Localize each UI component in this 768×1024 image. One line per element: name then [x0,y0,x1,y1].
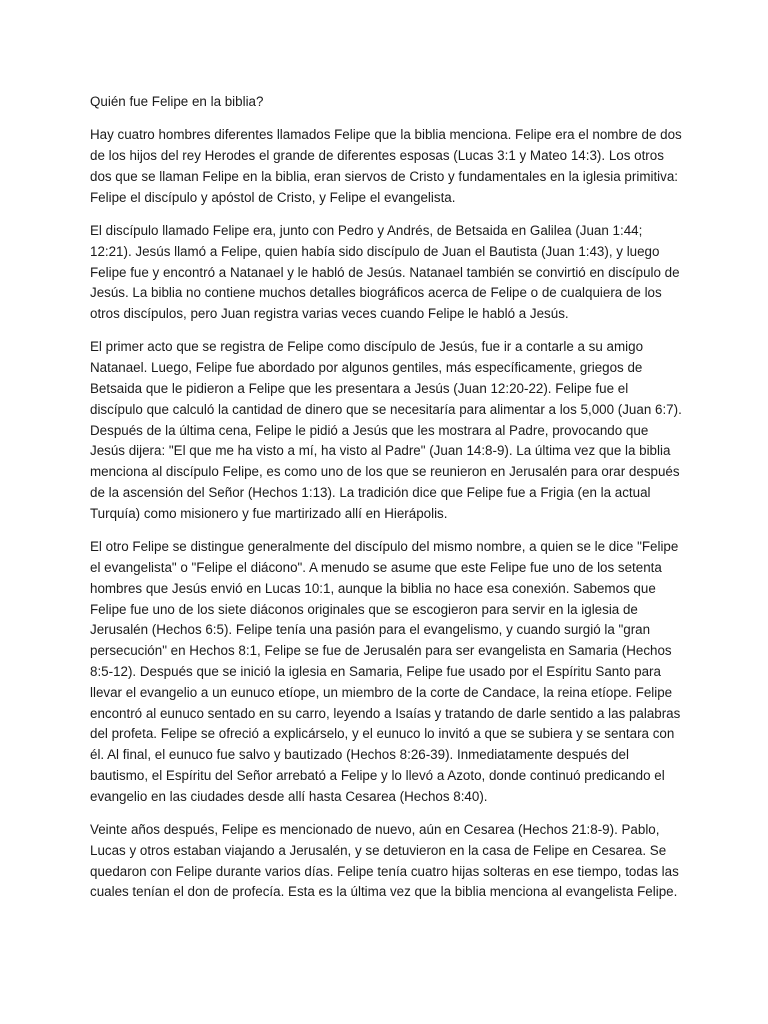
document-title: Quién fue Felipe en la biblia? [90,94,264,109]
paragraph-later-years: Veinte años después, Felipe es mencionado de nuevo, aún en Cesarea (Hechos 21:8-9). Pablo, Lucas y otros estaban viajando a Jerusalén, y se detuvieron en la casa de Felipe en Cesarea. Se quedaron con Felipe durante varios días. Felipe tenía cuatro hijas solteras en ese tiempo, todas las cuales tenían el don de profecía. Esta es la última vez que la biblia menciona al evangelista Felipe. [90,822,679,900]
document-page [90,92,682,916]
paragraph-disciple: El discípulo llamado Felipe era, junto con Pedro y Andrés, de Betsaida en Galilea (Juan 1:44; 12:21). Jesús llamó a Felipe, quien había sido discípulo de Juan el Bautista (Juan 1:43), y luego Felipe fue y encontró a Natanael y le habló de Jesús. Natanael también se convirtió en discípulo de Jesús. La biblia no contiene muchos detalles biográficos acerca de Felipe o de cualquiera de los otros discípulos, pero Juan registra varias veces cuando Felipe le habló a Jesús. [90,222,680,322]
paragraph-intro: Hay cuatro hombres diferentes llamados Felipe que la biblia menciona. Felipe era el nombre de dos de los hijos del rey Herodes el grande de diferentes esposas (Lucas 3:1 y Mateo 14:3). Los otros dos que se llaman Felipe en la biblia, eran siervos de Cristo y fundamentales en la iglesia primitiva: Felipe el discípulo y apóstol de Cristo, y Felipe el evangelista. [90,127,682,205]
paragraph-first-act: El primer acto que se registra de Felipe como discípulo de Jesús, fue ir a contarle a su amigo Natanael. Luego, Felipe fue abordado por algunos gentiles, más específicamente, griegos de Betsaida que le pidieron a Felipe que les presentara a Jesús (Juan 12:20-22). Felipe fue el discípulo que calculó la cantidad de dinero que se necesitaría para alimentar a los 5,000 (Juan 6:7). Después de la última cena, Felipe le pidió a Jesús que les mostrara al Padre, provocando que Jesús dijera: "El que me ha visto a mí, ha visto al Padre" (Juan 14:8-9). La última vez que la biblia menciona al discípulo Felipe, es como uno de los que se reunieron en Jerusalén para orar después de la ascensión del Señor (Hechos 1:13). La tradición dice que Felipe fue a Frigia (en la actual Turquía) como misionero y fue martirizado allí en Hierápolis. [90,339,682,521]
paragraph-evangelist: El otro Felipe se distingue generalmente del discípulo del mismo nombre, a quien se le dice "Felipe el evangelista" o "Felipe el diácono". A menudo se asume que este Felipe fue uno de los setenta hombres que Jesús envió en Lucas 10:1, aunque la biblia no hace esa conexión. Sabemos que Felipe fue uno de los siete diáconos originales que se escogieron para servir en la iglesia de Jerusalén (Hechos 6:5). Felipe tenía una pasión para el evangelismo, y cuando surgió la "gran persecución" en Hechos 8:1, Felipe se fue de Jerusalén para ser evangelista en Samaria (Hechos 8:5-12). Después que se inició la iglesia en Samaria, Felipe fue usado por el Espíritu Santo para llevar el evangelio a un eunuco etíope, un miembro de la corte de Candace, la reina etíope. Felipe encontró al eunuco sentado en su carro, leyendo a Isaías y tratando de darle sentido a las palabras del profeta. Felipe se ofreció a explicárselo, y el eunuco lo invitó a que se subiera y se sentara con él. Al final, el eunuco fue salvo y bautizado (Hechos 8:26-39). Inmediatamente después del bautismo, el Espíritu del Señor arrebató a Felipe y lo llevó a Azoto, donde continuó predicando el evangelio en las ciudades desde allí hasta Cesarea (Hechos 8:40). [90,539,681,804]
